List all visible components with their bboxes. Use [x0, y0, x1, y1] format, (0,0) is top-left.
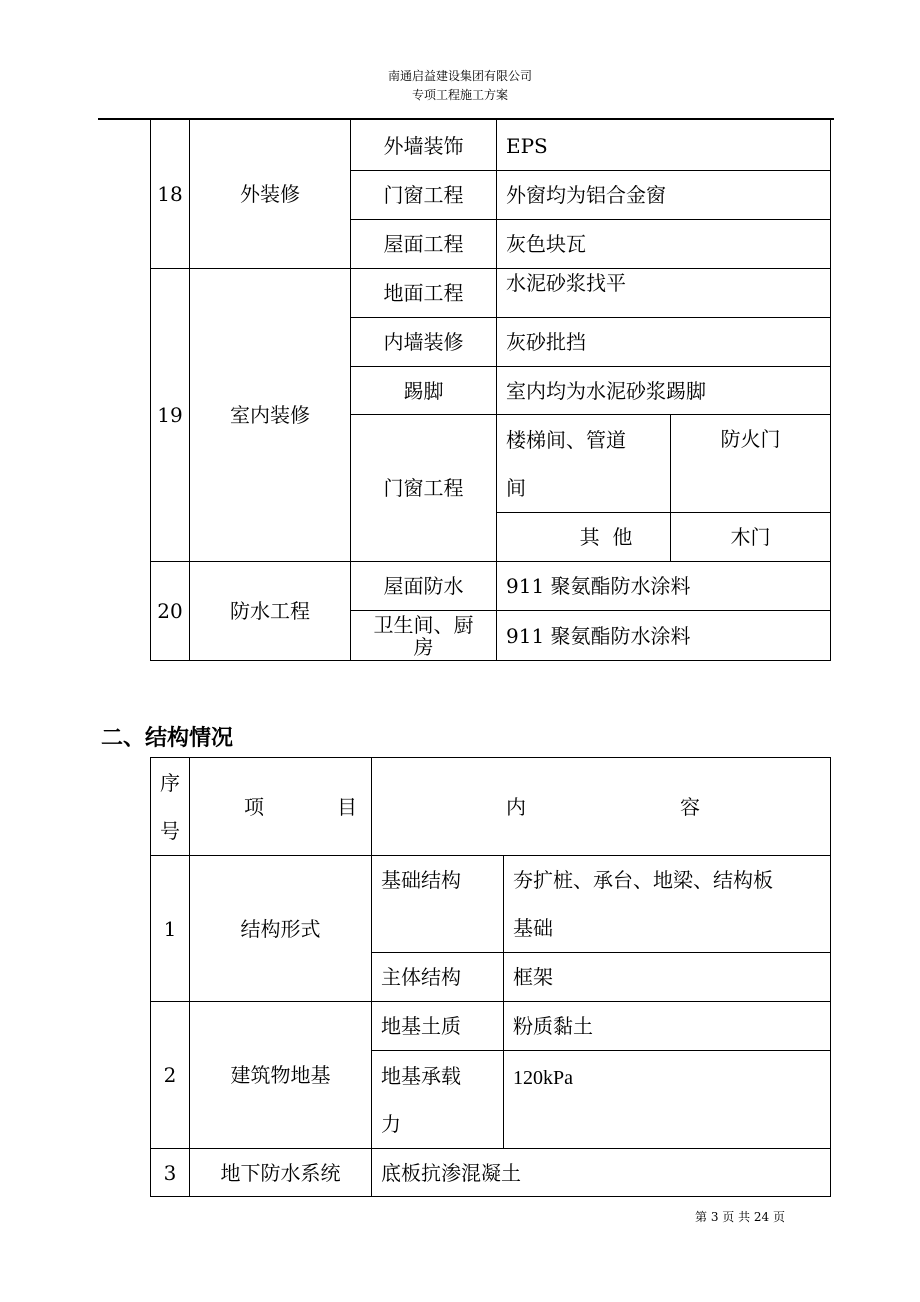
- item-name: 地基土质: [381, 1014, 461, 1038]
- item-name: 门窗工程: [383, 476, 464, 500]
- page-number: 第 3 页 共 24 页: [695, 1210, 785, 1224]
- table-row-category: 防水工程: [230, 599, 310, 623]
- table-row-no: 18: [157, 182, 183, 206]
- item-value: 灰色块瓦: [506, 232, 586, 256]
- sub-label: 其 他: [579, 525, 633, 549]
- section-title: 二、结构情况: [101, 726, 234, 751]
- item-value: 夯扩桩、承台、地梁、结构板 基础: [513, 868, 773, 940]
- header-content: 内 容: [506, 794, 700, 819]
- sub-value: 木门: [730, 525, 771, 549]
- item-value: 粉质黏土: [513, 1014, 593, 1038]
- item-name: 门窗工程: [383, 183, 464, 207]
- item-value: 911 聚氨酯防水涂料: [506, 574, 691, 598]
- table-row-no: 19: [157, 403, 183, 427]
- header-no: 序 号: [160, 770, 180, 843]
- item-name: 地基承载 力: [381, 1063, 461, 1136]
- item-value: 灰砂批挡: [506, 330, 586, 354]
- table-row-category: 室内装修: [230, 403, 310, 427]
- table-row-no: 3: [163, 1160, 177, 1185]
- table-row-no: 2: [163, 1063, 177, 1087]
- item-value: 底板抗渗混凝土: [381, 1160, 521, 1185]
- item-name: 卫生间、厨 房: [373, 612, 474, 659]
- header-doc-title: 专项工程施工方案: [411, 88, 508, 102]
- item-value: 室内均为水泥砂浆踢脚: [506, 378, 706, 403]
- item-name: 主体结构: [381, 965, 461, 989]
- item-name: 外墙装饰: [383, 134, 464, 158]
- table-row-no: 20: [157, 599, 183, 623]
- table-row-category: 外装修: [240, 182, 300, 206]
- sub-value: 防火门: [720, 427, 781, 451]
- item-name: 地面工程: [383, 281, 464, 305]
- item-name: 屋面工程: [383, 232, 464, 256]
- item-name: 基础结构: [381, 868, 461, 892]
- table-row-category: 地下防水系统: [220, 1160, 341, 1185]
- item-value: 120kPa: [513, 1067, 573, 1089]
- table-row-category: 建筑物地基: [230, 1063, 331, 1087]
- item-name: 内墙装修: [383, 330, 464, 354]
- item-value: 框架: [513, 965, 553, 989]
- item-value: EPS: [506, 134, 548, 158]
- item-value: 水泥砂浆找平: [506, 271, 626, 295]
- item-value: 外窗均为铝合金窗: [506, 183, 666, 207]
- table-row-no: 1: [163, 916, 177, 941]
- table-row-category: 结构形式: [240, 916, 321, 941]
- header-company: 南通启益建设集团有限公司: [387, 69, 532, 83]
- sub-label: 楼梯间、管道 间: [506, 427, 626, 500]
- header-item: 项 目: [244, 794, 357, 819]
- item-name: 踢脚: [403, 378, 444, 403]
- item-value: 911 聚氨酯防水涂料: [506, 623, 691, 648]
- item-name: 屋面防水: [383, 574, 464, 598]
